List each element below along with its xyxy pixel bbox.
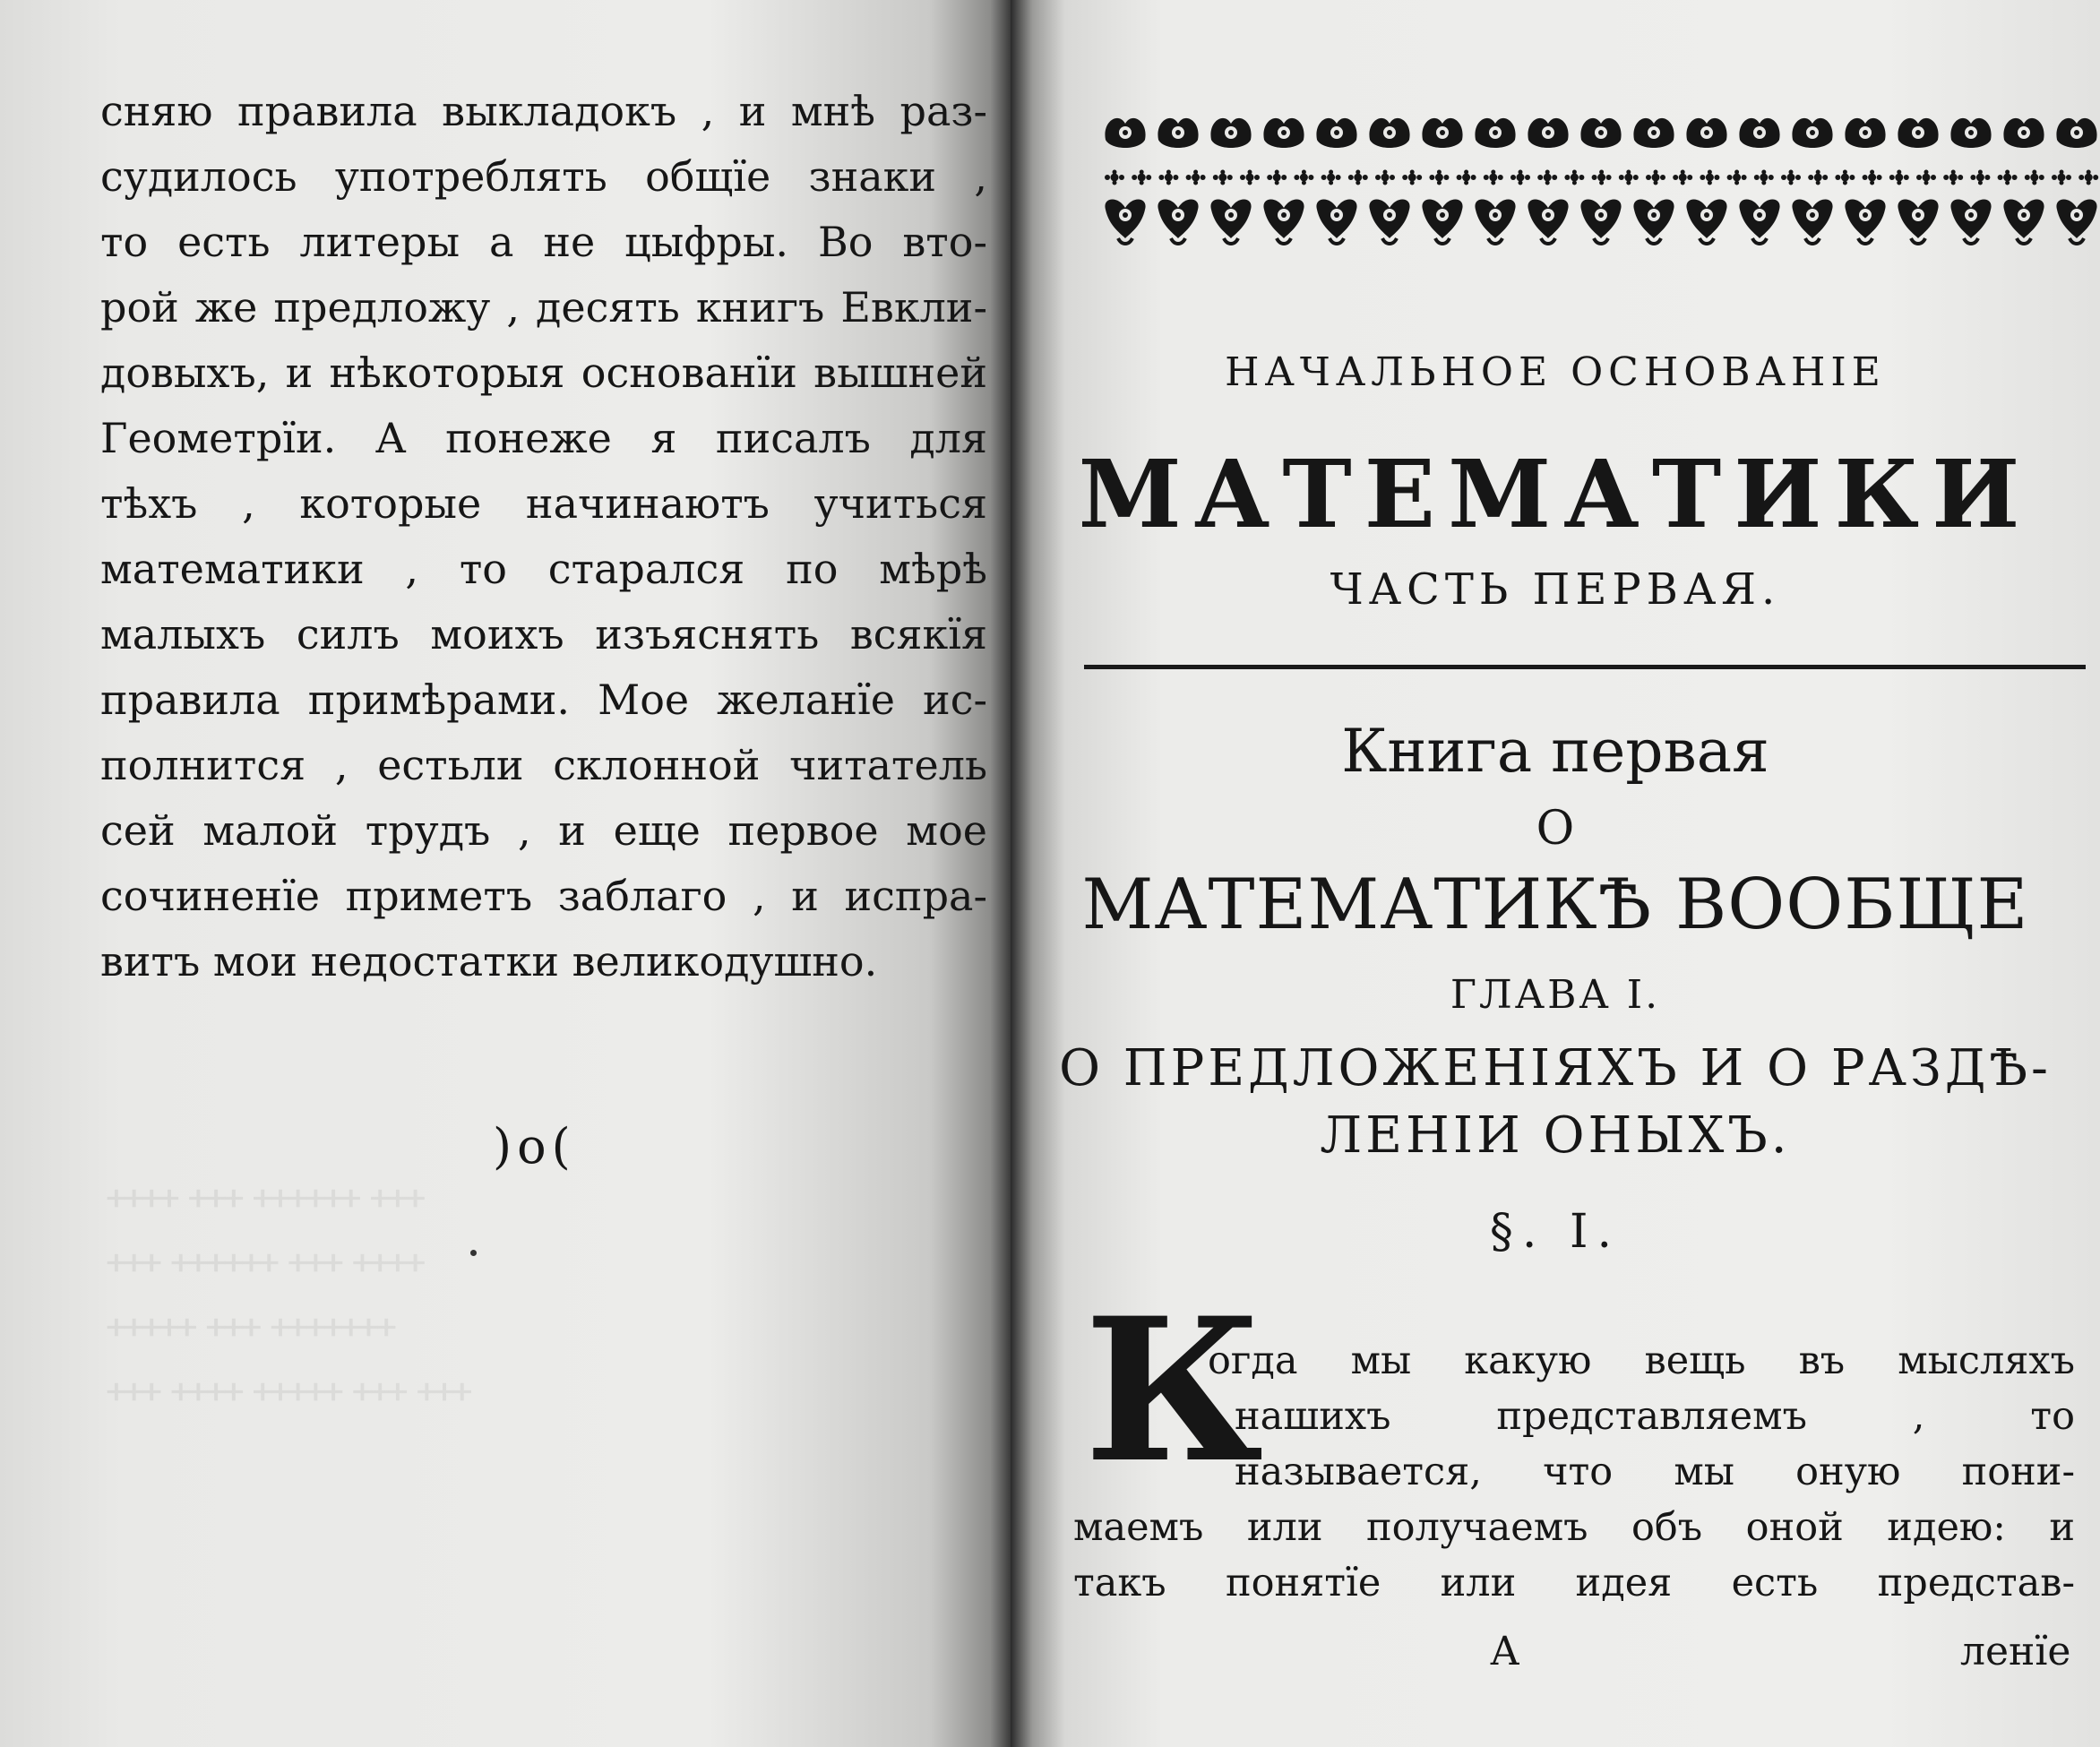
- text-line: витъ мои недостатки великодушно.: [100, 937, 878, 985]
- ornament-flower: [1348, 170, 1368, 185]
- preposition: О: [1536, 802, 1575, 856]
- ornament-leaf: [1369, 118, 1409, 148]
- text-line: сочиненїе приметъ заблаго , и испра-: [100, 872, 987, 920]
- ornament-leaf: [1528, 118, 1568, 148]
- ornament-flower: [1592, 170, 1612, 185]
- book-title: Книга первая: [1341, 717, 1769, 786]
- ornament-heart: [1950, 199, 1991, 244]
- ornament-flower: [1619, 170, 1639, 185]
- ink-speck: [470, 1250, 477, 1256]
- main-title: МАТЕМАТИКИ: [1078, 439, 2033, 549]
- ornament-heart: [1316, 199, 1356, 244]
- ornament-flower: [1943, 170, 1963, 185]
- ornament-flower: [1267, 170, 1287, 185]
- section-mark: §. I.: [1489, 1205, 1622, 1259]
- ornament-flower: [1673, 170, 1692, 185]
- ornament-leaf: [1158, 118, 1198, 148]
- ornament-heart: [1475, 199, 1515, 244]
- ornament-flower: [1105, 170, 1124, 185]
- text-line: такъ понятїе или идея есть представ-: [1073, 1561, 2075, 1605]
- ornament-flower: [1484, 170, 1503, 185]
- ornament-leaf: [1950, 118, 1991, 148]
- horizontal-rule: [1084, 665, 2086, 669]
- signature-mark: А: [1490, 1629, 1520, 1674]
- subject-title: МАТЕМАТИКѢ ВООБЩЕ: [1081, 865, 2029, 945]
- ornament-flower: [1998, 170, 2018, 185]
- ornament-flower: [2052, 170, 2071, 185]
- ornament-leaf: [1210, 118, 1251, 148]
- text-line: математики , то старался по мѣрѣ: [100, 545, 987, 593]
- ornament-flower: [1375, 170, 1395, 185]
- ornament-flower: [1889, 170, 1909, 185]
- chapter-title-line1: О ПРЕДЛОЖЕНIЯХЪ И О РАЗДѢ-: [1059, 1039, 2052, 1097]
- text-line: полнится , естьли склонной читатель: [100, 741, 987, 789]
- ornament-heart: [1792, 199, 1832, 244]
- left-page-text: [100, 79, 987, 994]
- text-line: рой же предложу , десять книгъ Евкли-: [100, 283, 987, 331]
- ornament-flower: [1916, 170, 1936, 185]
- text-line: довыхъ, и нѣкоторыя основанїи вышней: [100, 349, 987, 397]
- ornament-leaf: [1475, 118, 1515, 148]
- ornament-heart: [1263, 199, 1304, 244]
- part-title: ЧАСТЬ ПЕРВАЯ.: [1330, 564, 1781, 615]
- text-line: называется, что мы оную пони-: [1235, 1450, 2075, 1494]
- ornament-leaf: [1316, 118, 1356, 148]
- bleed-through-text: ᚐᚐᚐᚐ ᚐᚐᚐ ᚐᚐᚐᚐᚐᚐ ᚐᚐᚐ ᚐᚐᚐ ᚐᚐᚐᚐᚐᚐ ᚐᚐᚐ ᚐᚐᚐᚐ ᚐᚐᚐᚐᚐ ᚐᚐᚐ ᚐᚐᚐᚐᚐᚐᚐ ᚐᚐᚐ ᚐᚐᚐᚐ ᚐᚐᚐᚐᚐ ᚐᚐᚐ ᚐᚐᚐ: [108, 1176, 471, 1411]
- ornament-flower: [1213, 170, 1233, 185]
- right-page: [1011, 0, 2100, 1747]
- text-line: малыхъ силъ моихъ изъяснять всякїя: [100, 610, 987, 658]
- ornament-heart: [1105, 199, 1145, 244]
- ornament-flower: [1835, 170, 1855, 185]
- chapter-title-line2: ЛЕНIИ ОНЫХЪ.: [1320, 1106, 1791, 1165]
- drop-cap: К: [1084, 1274, 1264, 1506]
- text-line: судилось употреблять общїе знаки ,: [100, 152, 987, 201]
- text-line: то есть литеры а не цыфры. Во вто-: [100, 218, 987, 266]
- ornament-heart: [1210, 199, 1251, 244]
- text-line: Геометрїи. А понеже я писалъ для: [100, 414, 987, 462]
- ornament-flower: [1510, 170, 1530, 185]
- ornament-flower: [1158, 170, 1178, 185]
- ornament-heart: [1158, 199, 1198, 244]
- ornament-heart: [2003, 199, 2044, 244]
- ornament-flower: [1429, 170, 1449, 185]
- headpiece-ornament: [1095, 99, 2100, 256]
- ornament-flower: [1402, 170, 1422, 185]
- text-line: сей малой трудъ , и еще первое мое: [100, 806, 987, 855]
- ornament-leaf: [2056, 118, 2096, 148]
- header-small: НАЧАЛЬНОЕ ОСНОВАНIЕ: [1225, 349, 1886, 395]
- ornament-heart: [1845, 199, 1885, 244]
- ornament-leaf: [1845, 118, 1885, 148]
- ornament-flower: [1646, 170, 1665, 185]
- ornament-leaf: [1105, 118, 1145, 148]
- ornament-heart: [1422, 199, 1462, 244]
- ornament-flower: [1132, 170, 1151, 185]
- text-line: огда мы какую вещь въ мысляхъ: [1208, 1338, 2075, 1383]
- ornament-leaf: [1792, 118, 1832, 148]
- ornament-leaf: [1422, 118, 1462, 148]
- ornament-leaf: [1263, 118, 1304, 148]
- catchword: ленїе: [1960, 1629, 2071, 1674]
- ornament-flower: [1781, 170, 1801, 185]
- ornament-leaf: [1739, 118, 1779, 148]
- text-line: маемъ или получаемъ объ оной идею: и: [1073, 1505, 2075, 1550]
- ornament-heart: [1580, 199, 1621, 244]
- ornament-heart: [1898, 199, 1938, 244]
- ornament-heart: [2056, 199, 2096, 244]
- ornament-flower: [1457, 170, 1476, 185]
- ornament-flower: [2078, 170, 2098, 185]
- ornament-heart: [1369, 199, 1409, 244]
- ornament-leaf: [1898, 118, 1938, 148]
- ornament-flower: [1863, 170, 1882, 185]
- ornament-flower: [1700, 170, 1719, 185]
- ornament-flower: [1537, 170, 1557, 185]
- ornament-leaf: [1633, 118, 1674, 148]
- ornament-heart: [1686, 199, 1726, 244]
- ornament-flower: [1186, 170, 1206, 185]
- ornament-heart: [1528, 199, 1568, 244]
- ornament-leaf: [1686, 118, 1726, 148]
- text-line: сняю правила выкладокъ , и мнѣ раз-: [100, 87, 987, 135]
- ornament-flower: [1240, 170, 1260, 185]
- chapter-heading: ГЛАВА I.: [1450, 972, 1661, 1018]
- ornament-heart: [1739, 199, 1779, 244]
- ornament-leaf: [1580, 118, 1621, 148]
- text-line: нашихъ представляемъ , то: [1235, 1394, 2075, 1439]
- ornament-flower: [1564, 170, 1584, 185]
- ornament-flower: [1754, 170, 1774, 185]
- text-line: правила примѣрами. Мое желанїе ис-: [100, 676, 987, 724]
- end-fleuron: )o(: [493, 1118, 576, 1175]
- ornament-heart: [1633, 199, 1674, 244]
- left-page: [0, 0, 1011, 1747]
- ornament-flower: [1321, 170, 1341, 185]
- ornament-flower: [2025, 170, 2044, 185]
- ornament-flower: [1294, 170, 1313, 185]
- ornament-leaf: [2003, 118, 2044, 148]
- text-line: тѣхъ , которые начинаютъ учиться: [100, 479, 987, 528]
- ornament-flower: [1808, 170, 1828, 185]
- ornament-flower: [1727, 170, 1747, 185]
- ornament-flower: [1970, 170, 1990, 185]
